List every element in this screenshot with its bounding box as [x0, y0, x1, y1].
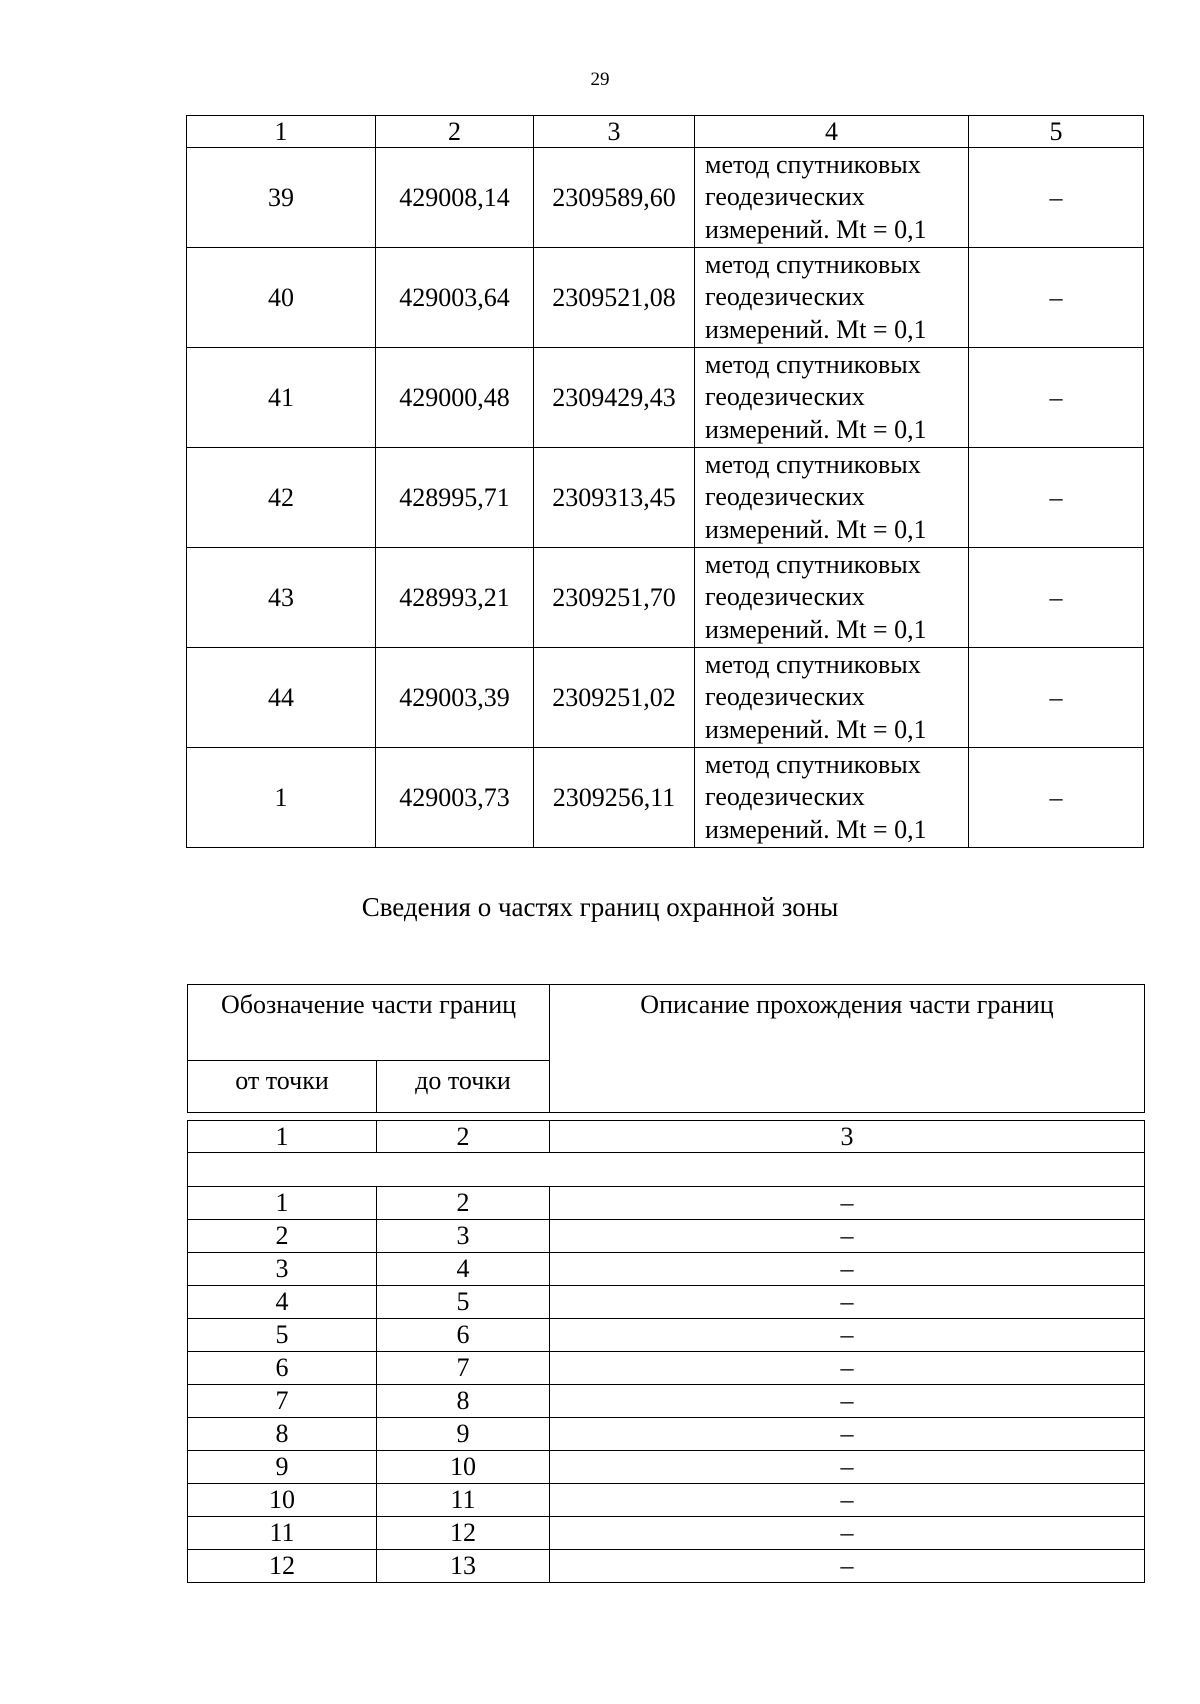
boundary-part-row: [188, 1352, 1145, 1385]
column-number: 3: [550, 1121, 1145, 1153]
boundary-part-row: [188, 1187, 1145, 1220]
from-point: 3: [188, 1253, 377, 1286]
y-coordinate: 2309521,08: [534, 248, 695, 348]
coordinate-row: [187, 248, 1144, 348]
x-coordinate: 429000,48: [376, 348, 534, 448]
page-number: 29: [590, 69, 610, 90]
spacer-cell: [188, 1113, 1145, 1121]
point-number: 41: [187, 348, 376, 448]
note: –: [969, 248, 1144, 348]
coordinate-row: [187, 348, 1144, 448]
method-line: геодезических: [705, 782, 865, 812]
description-header: Описание прохождения части границ: [550, 985, 1145, 1113]
x-coordinate: 428995,71: [376, 448, 534, 548]
x-coordinate: 428993,21: [376, 548, 534, 648]
note: –: [969, 348, 1144, 448]
x-coordinate: 429008,14: [376, 148, 534, 248]
boundary-part-row: [188, 1253, 1145, 1286]
y-coordinate: 2309251,70: [534, 548, 695, 648]
to-point: 4: [377, 1253, 550, 1286]
to-point: 5: [377, 1286, 550, 1319]
section-title: Сведения о частях границ охранной зоны: [361, 892, 839, 922]
coordinates-table: [186, 115, 1144, 848]
part-description: –: [550, 1220, 1145, 1253]
note: –: [969, 748, 1144, 848]
from-point-header: от точки: [188, 1061, 377, 1113]
column-number: 2: [377, 1121, 550, 1153]
point-number: 44: [187, 648, 376, 748]
method-line: геодезических: [705, 282, 865, 312]
method-line: измерений. Mt = 0,1: [705, 214, 927, 244]
boundary-part-row: [188, 1418, 1145, 1451]
part-description: –: [550, 1385, 1145, 1418]
method-description: [695, 248, 969, 348]
from-point: 2: [188, 1220, 377, 1253]
to-point: 3: [377, 1220, 550, 1253]
header-row: [188, 985, 1145, 1061]
part-description: –: [550, 1484, 1145, 1517]
boundary-part-row: [188, 1451, 1145, 1484]
column-number: 2: [376, 116, 534, 148]
method-description: [695, 148, 969, 248]
boundary-part-row: [188, 1220, 1145, 1253]
from-point: 1: [188, 1187, 377, 1220]
y-coordinate: 2309256,11: [534, 748, 695, 848]
part-description: –: [550, 1253, 1145, 1286]
method-line: измерений. Mt = 0,1: [705, 614, 927, 644]
method-line: геодезических: [705, 182, 865, 212]
method-line: геодезических: [705, 582, 865, 612]
from-point: 10: [188, 1484, 377, 1517]
method-description: [695, 648, 969, 748]
column-number: 1: [187, 116, 376, 148]
method-line: измерений. Mt = 0,1: [705, 814, 927, 844]
from-point: 9: [188, 1451, 377, 1484]
column-number-row: [187, 116, 1144, 148]
note: –: [969, 448, 1144, 548]
y-coordinate: 2309313,45: [534, 448, 695, 548]
boundary-part-row: [188, 1517, 1145, 1550]
method-line: геодезических: [705, 482, 865, 512]
part-description: –: [550, 1352, 1145, 1385]
column-number: 1: [188, 1121, 377, 1153]
method-line: измерений. Mt = 0,1: [705, 714, 927, 744]
method-line: геодезических: [705, 682, 865, 712]
from-point: 8: [188, 1418, 377, 1451]
point-number: 39: [187, 148, 376, 248]
column-number-row: [188, 1121, 1145, 1153]
method-description: [695, 348, 969, 448]
boundary-part-row: [188, 1319, 1145, 1352]
method-line: измерений. Mt = 0,1: [705, 514, 927, 544]
to-point: 7: [377, 1352, 550, 1385]
coordinate-row: [187, 748, 1144, 848]
method-line: метод спутниковых: [705, 249, 921, 279]
part-description: –: [550, 1550, 1145, 1583]
coordinate-row: [187, 148, 1144, 248]
column-number: 5: [969, 116, 1144, 148]
from-point: 4: [188, 1286, 377, 1319]
to-point: 10: [377, 1451, 550, 1484]
method-line: измерений. Mt = 0,1: [705, 414, 927, 444]
from-point: 7: [188, 1385, 377, 1418]
y-coordinate: 2309589,60: [534, 148, 695, 248]
from-point: 12: [188, 1550, 377, 1583]
part-description: –: [550, 1517, 1145, 1550]
coordinate-row: [187, 448, 1144, 548]
to-point: 11: [377, 1484, 550, 1517]
to-point: 9: [377, 1418, 550, 1451]
method-line: метод спутниковых: [705, 549, 921, 579]
boundary-part-row: [188, 1550, 1145, 1583]
to-point-header: до точки: [377, 1061, 550, 1113]
spacer-row: [188, 1113, 1145, 1121]
coordinate-row: [187, 648, 1144, 748]
note: –: [969, 148, 1144, 248]
note: –: [969, 548, 1144, 648]
point-number: 40: [187, 248, 376, 348]
part-description: –: [550, 1319, 1145, 1352]
part-description: –: [550, 1451, 1145, 1484]
method-line: геодезических: [705, 382, 865, 412]
to-point: 6: [377, 1319, 550, 1352]
to-point: 13: [377, 1550, 550, 1583]
point-number: 43: [187, 548, 376, 648]
boundary-part-row: [188, 1385, 1145, 1418]
method-line: метод спутниковых: [705, 149, 921, 179]
point-number: 42: [187, 448, 376, 548]
from-point: 11: [188, 1517, 377, 1550]
note: –: [969, 648, 1144, 748]
part-description: –: [550, 1418, 1145, 1451]
column-number: 3: [534, 116, 695, 148]
y-coordinate: 2309429,43: [534, 348, 695, 448]
x-coordinate: 429003,64: [376, 248, 534, 348]
method-line: метод спутниковых: [705, 749, 921, 779]
boundary-parts-table: [187, 984, 1145, 1583]
boundary-part-row: [188, 1484, 1145, 1517]
x-coordinate: 429003,73: [376, 748, 534, 848]
method-line: метод спутниковых: [705, 649, 921, 679]
x-coordinate: 429003,39: [376, 648, 534, 748]
to-point: 2: [377, 1187, 550, 1220]
coordinate-row: [187, 548, 1144, 648]
part-description: –: [550, 1286, 1145, 1319]
method-line: измерений. Mt = 0,1: [705, 314, 927, 344]
y-coordinate: 2309251,02: [534, 648, 695, 748]
to-point: 8: [377, 1385, 550, 1418]
method-description: [695, 748, 969, 848]
point-number: 1: [187, 748, 376, 848]
method-description: [695, 548, 969, 648]
column-number: 4: [695, 116, 969, 148]
boundary-part-row: [188, 1286, 1145, 1319]
from-point: 5: [188, 1319, 377, 1352]
to-point: 12: [377, 1517, 550, 1550]
method-description: [695, 448, 969, 548]
blank-row: [188, 1153, 1145, 1187]
method-line: метод спутниковых: [705, 349, 921, 379]
method-line: метод спутниковых: [705, 449, 921, 479]
designation-header: Обозначение части границ: [188, 985, 550, 1061]
blank-cell: [188, 1153, 1145, 1187]
part-description: –: [550, 1187, 1145, 1220]
from-point: 6: [188, 1352, 377, 1385]
